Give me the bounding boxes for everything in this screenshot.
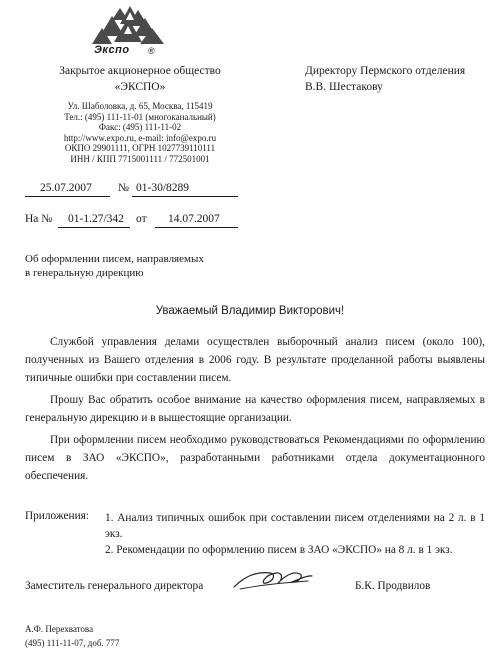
signatory-name: Б.К. Продвилов — [355, 580, 431, 592]
logo-registered-mark: ® — [148, 46, 155, 56]
signatory-position: Заместитель генерального директора — [25, 580, 204, 592]
reply-number-underline — [58, 227, 130, 228]
outgoing-date: 25.07.2007 — [40, 182, 92, 194]
body-paragraph-1 — [25, 333, 485, 387]
number-label: № — [118, 182, 129, 194]
subject-line-2: в генеральную дирекцию — [25, 267, 144, 279]
sender-organization — [25, 63, 255, 95]
from-label: от — [136, 213, 147, 225]
sender-web: http://www.expo.ru, e-mail: info@expo.ru — [63, 132, 217, 143]
recipient-block — [305, 63, 465, 95]
attachments-label: Приложения: — [25, 510, 89, 522]
greeting: Уважаемый Владимир Викторович! — [155, 305, 345, 317]
attachment-item: 2. Рекомендации по оформлению писем в ЗАО «ЭКСПО» на 8 л. в 1 экз. — [105, 544, 453, 556]
attachment-item: 1. Анализ типичных ошибок при составлении писем отделениями на 2 л. в 1 экз. — [105, 512, 485, 540]
org-line-1: Закрытое акционерное общество — [59, 65, 221, 77]
sender-requisites — [25, 101, 255, 164]
reply-date-underline — [155, 227, 238, 228]
number-underline — [132, 196, 238, 197]
subject-line-1: Об оформлении писем, направляемых — [25, 253, 204, 265]
body-text-2: Прошу Вас обратить особое внимание на качество оформления писем, направляемых в генеральную дирекцию и в вышестоящие организации. — [25, 394, 485, 424]
handwritten-signature-icon — [230, 565, 315, 595]
sender-address: Ул. Шаболовка, д. 65, Москва, 115419 — [67, 101, 213, 111]
letter-subject — [25, 252, 204, 280]
body-paragraph-3 — [25, 431, 485, 485]
body-text-3: При оформлении писем необходимо руководствоваться Рекомендациями по оформлению писем в ЗАО «ЭКСПО», разработанными работниками отдела документационного обеспечения. — [25, 434, 485, 482]
outgoing-number: 01-30/8289 — [136, 182, 190, 194]
executor-block — [25, 622, 119, 650]
reply-number: 01-1.27/342 — [68, 213, 124, 225]
executor-name: А.Ф. Перехватова — [25, 624, 94, 634]
body-paragraph-2 — [25, 391, 485, 427]
reply-label: На № — [25, 213, 53, 225]
recipient-name: В.В. Шестакову — [305, 81, 383, 93]
sender-inn: ИНН / КПП 7715001111 / 772501001 — [70, 153, 210, 164]
org-line-2: «ЭКСПО» — [114, 81, 166, 93]
sender-fax: Факс: (495) 111-11-02 — [98, 122, 182, 132]
reply-date: 14.07.2007 — [168, 213, 220, 225]
sender-phone: Тел.: (495) 111-11-01 (многоканальный) — [64, 111, 216, 122]
date-underline — [25, 196, 110, 197]
body-text-1: Службой управления делами осуществлен выборочный анализ писем (около 100), полученных из Вашего отделения в 2006 году. В результате проделанной работы выявлены типичные ошибки при составлении писем. — [25, 336, 485, 384]
sender-okpo: ОКПО 29901111, ОГРН 1027739110111 — [64, 143, 216, 153]
logo-brand-text: Экспо — [94, 44, 130, 56]
recipient-position: Директору Пермского отделения — [305, 65, 466, 77]
executor-phone: (495) 111-11-07, доб. 777 — [25, 638, 120, 648]
attachments-list — [105, 510, 485, 558]
